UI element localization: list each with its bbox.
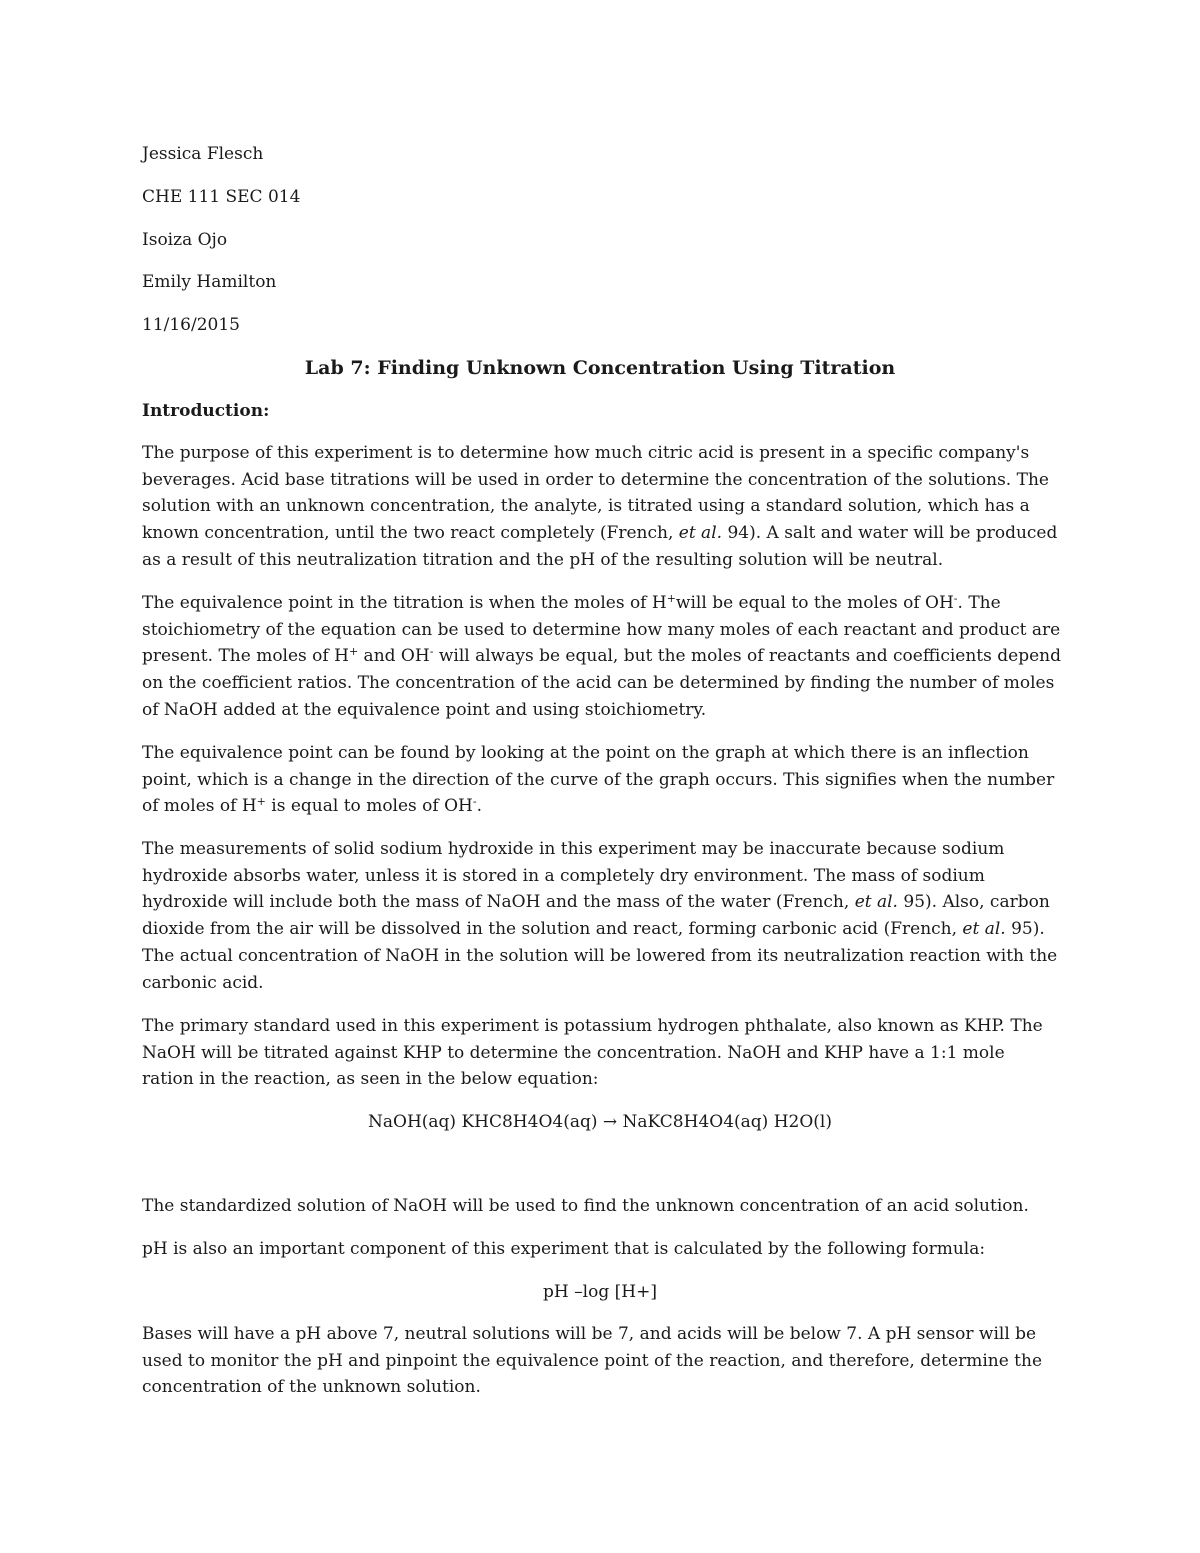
text-line: The equivalence point can be found by looking at the point on the graph at which there is an inflection — [142, 743, 1029, 763]
text-line: The primary standard used in this experiment is potassium hydrogen phthalate, also known as KHP. The — [142, 1016, 1043, 1036]
text-line — [142, 643, 1062, 670]
superscript-plus: + — [348, 645, 359, 659]
text-line: stoichiometry of the equation can be used to determine how many moles of each reactant and product are — [142, 619, 1061, 640]
text-line — [142, 889, 1062, 916]
text-line — [142, 520, 1062, 547]
text-run: present. The moles of H — [142, 646, 349, 667]
report-date: 11/16/2015 — [142, 315, 240, 335]
text-line: carbonic acid. — [142, 972, 264, 993]
text-run: 95). Also, carbon — [897, 892, 1050, 913]
text-line: used to monitor the pH and pinpoint the equivalence point of the reaction, and therefore, determine the — [142, 1350, 1043, 1371]
text-line: NaOH will be titrated against KHP to determine the concentration. NaOH and KHP have a 1:1 mole — [142, 1042, 1005, 1063]
paragraph-ph-ranges — [142, 1321, 1062, 1401]
text-run: is equal to moles of OH — [265, 796, 473, 817]
text-line: The purpose of this experiment is to determine how much citric acid is present in a specific company's — [142, 443, 1030, 463]
superscript-plus: + — [666, 592, 676, 605]
text-line: as a result of this neutralization titration and the pH of the resulting solution will be neutral. — [142, 549, 944, 570]
text-run: hydroxide will include both the mass of NaOH and the mass of the water (French, — [142, 892, 855, 913]
citation-et-al: et al. — [678, 523, 723, 544]
text-run: will always be equal, but the moles of reactants and coefficients depend — [433, 646, 1061, 667]
course-section: CHE 111 SEC 014 — [142, 187, 301, 207]
citation-et-al: et al. — [962, 919, 1006, 940]
text-run: dioxide from the air will be dissolved in the solution and react, forming carbonic acid (French, — [142, 919, 963, 940]
text-line: The measurements of solid sodium hydroxide in this experiment may be inaccurate because sodium — [142, 839, 1005, 859]
text-line: Bases will have a pH above 7, neutral solutions will be 7, and acids will be below 7. A pH sensor will be — [142, 1324, 1037, 1344]
introduction-heading: Introduction: — [142, 401, 270, 421]
text-line: The standardized solution of NaOH will be used to find the unknown concentration of an acid solution. — [142, 1196, 1029, 1216]
paragraph-ph-formula-intro — [142, 1236, 1062, 1263]
text-line: pH is also an important component of this experiment that is calculated by the following formula: — [142, 1239, 986, 1259]
text-line: solution with an unknown concentration, the analyte, is titrated using a standard solution, which has a — [142, 496, 1030, 517]
superscript-minus: - — [953, 592, 958, 605]
document-title: Lab 7: Finding Unknown Concentration Using Titration — [304, 357, 896, 379]
paragraph-primary-standard — [142, 1013, 1062, 1093]
superscript-minus: - — [429, 645, 434, 659]
citation-et-al: et al. — [854, 892, 898, 913]
paragraph-purpose — [142, 440, 1062, 574]
text-line: of NaOH added at the equivalence point and using stoichiometry. — [142, 699, 707, 720]
paragraph-equivalence-point — [142, 590, 1062, 724]
text-run: . — [476, 796, 482, 817]
text-line — [142, 590, 1062, 617]
paragraph-standardized-solution — [142, 1193, 1062, 1220]
text-line: point, which is a change in the direction of the curve of the graph occurs. This signifies when the number — [142, 769, 1055, 790]
lab-partner-2: Emily Hamilton — [142, 272, 277, 292]
text-run: 95). — [1005, 919, 1045, 940]
paragraph-inflection-point — [142, 740, 1062, 820]
author-name: Jessica Flesch — [142, 144, 264, 164]
text-line: on the coefficient ratios. The concentration of the acid can be determined by finding the number of moles — [142, 673, 1055, 694]
text-run: will be equal to the moles of OH — [675, 593, 954, 613]
lab-partner-1: Isoiza Ojo — [142, 230, 228, 250]
text-line: hydroxide absorbs water, unless it is stored in a completely dry environment. The mass of sodium — [142, 865, 985, 886]
text-line: concentration of the unknown solution. — [142, 1377, 481, 1398]
text-run: of moles of H — [142, 796, 257, 817]
text-line: beverages. Acid base titrations will be used in order to determine the concentration of the solutions. The — [142, 469, 1049, 490]
text-run: . The — [957, 593, 1001, 613]
text-line — [142, 793, 1062, 820]
text-run: The equivalence point in the titration is when the moles of H — [142, 593, 667, 613]
text-run: 94). A salt and water will be produced — [722, 523, 1058, 544]
superscript-plus: + — [256, 795, 266, 809]
paragraph-sodium-hydroxide — [142, 836, 1062, 996]
ph-formula: pH –log [H+] — [543, 1282, 657, 1302]
text-line: ration in the reaction, as seen in the below equation: — [142, 1069, 599, 1090]
text-line — [142, 916, 1062, 943]
superscript-minus: - — [472, 795, 477, 809]
text-run: known concentration, until the two react completely (French, — [142, 523, 679, 544]
text-run: and OH — [358, 646, 430, 667]
text-line: The actual concentration of NaOH in the solution will be lowered from its neutralization reaction with the — [142, 945, 1058, 966]
neutralization-equation: NaOH(aq) KHC8H4O4(aq) → NaKC8H4O4(aq) H2O(l) — [368, 1112, 832, 1132]
